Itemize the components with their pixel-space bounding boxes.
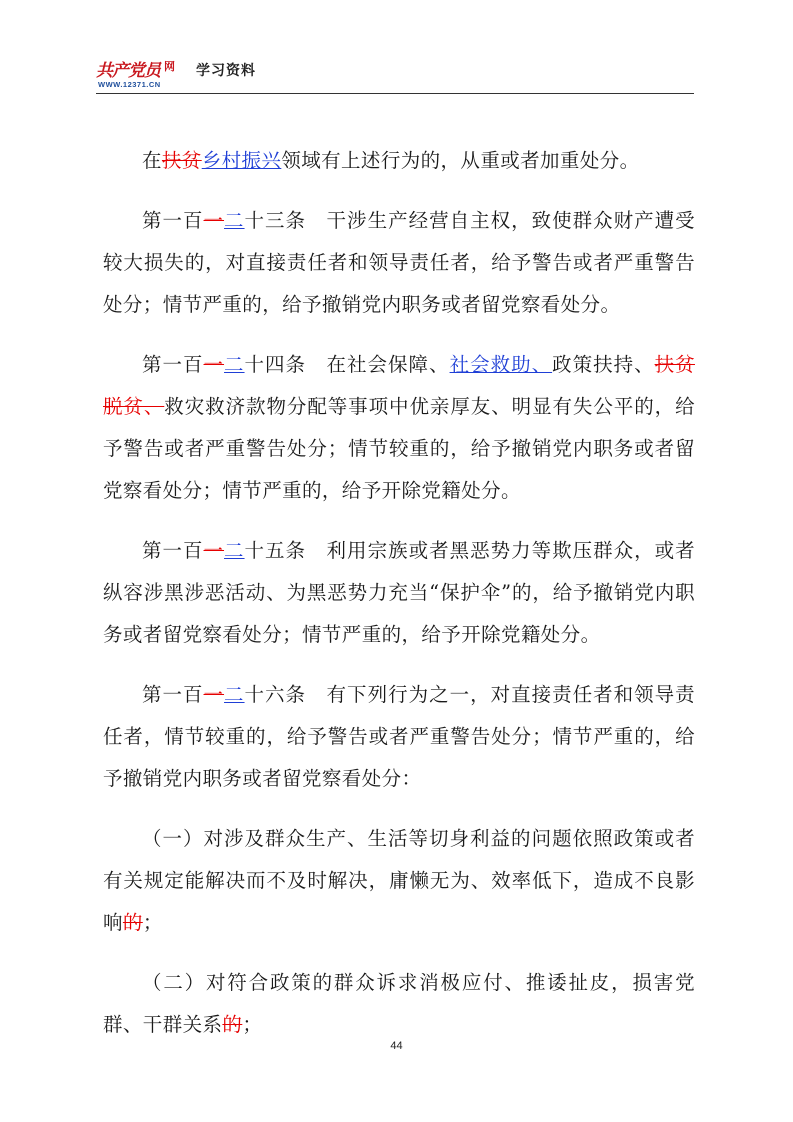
inserted-text: 社会救助、 <box>449 353 553 376</box>
deleted-text: 的 <box>222 1013 243 1036</box>
text: 第一百 <box>142 209 204 232</box>
text: 十五条 利用宗族或者黑恶势力等欺压群众，或者纵容涉黑涉恶活动、为黑恶势力充当“保护伞”的，给予撤销党内职务或者留党察看处分；情节严重的，给予开除党籍处分。 <box>103 539 696 646</box>
deleted-text: 一 <box>203 683 225 706</box>
site-logo[interactable] <box>96 56 192 94</box>
inserted-text: 二 <box>224 353 245 376</box>
logo-script-text: 共产党员 <box>96 61 160 81</box>
deleted-text: 扶贫脱贫、 <box>103 353 695 418</box>
deleted-text: 扶贫 <box>161 149 202 172</box>
text: 领域有上述行为的，从重或者加重处分。 <box>281 149 640 172</box>
document-body <box>103 140 695 1064</box>
list-item-2 <box>103 962 695 1046</box>
inserted-text: 二 <box>224 539 245 562</box>
paragraph-article-124 <box>103 344 695 512</box>
deleted-text: 的 <box>122 911 143 934</box>
list-item-1 <box>103 818 695 944</box>
logo-url-text: WWW.12371.CN <box>98 80 161 89</box>
text: 在 <box>142 149 162 172</box>
inserted-text: 二 <box>224 683 245 706</box>
text: 十三条 干涉生产经营自主权，致使群众财产遭受较大损失的，对直接责任者和领导责任者，给予警告或者严重警告处分；情节严重的，给予撤销党内职务或者留党察看处分。 <box>103 209 696 316</box>
text: （一）对涉及群众生产、生活等切身利益的问题依照政策或者有关规定能解决而不及时解决，庸懒无为、效率低下，造成不良影响 <box>103 827 695 934</box>
page-header <box>96 52 694 96</box>
text: 十四条 在社会保障、 <box>244 353 450 376</box>
inserted-text: 二 <box>224 209 245 232</box>
inserted-text: 乡村振兴 <box>201 149 282 172</box>
paragraph-1 <box>103 140 695 182</box>
text: 第一百 <box>142 353 204 376</box>
text: （二）对符合政策的群众诉求消极应付、推诿扯皮，损害党群、干群关系 <box>103 971 695 1036</box>
text: 第一百 <box>142 683 204 706</box>
text: ； <box>242 1013 263 1036</box>
logo-net-text: 网 <box>164 61 175 73</box>
deleted-text: 一 <box>203 353 225 376</box>
text: 第一百 <box>142 539 204 562</box>
header-title: 学习资料 <box>196 63 256 79</box>
paragraph-article-126 <box>103 674 695 800</box>
header-divider <box>96 93 694 94</box>
paragraph-article-125 <box>103 530 695 656</box>
text: 政策扶持、 <box>552 353 655 376</box>
text: 十六条 有下列行为之一，对直接责任者和领导责任者，情节较重的，给予警告或者严重警告处分；情节严重的，给予撤销党内职务或者留党察看处分： <box>103 683 696 790</box>
text: 救灾救济款物分配等事项中优亲厚友、明显有失公平的，给予警告或者严重警告处分；情节较重的，给予撤销党内职务或者留党察看处分；情节严重的，给予开除党籍处分。 <box>103 395 695 502</box>
paragraph-article-123 <box>103 200 695 326</box>
deleted-text: 一 <box>203 539 225 562</box>
deleted-text: 一 <box>203 209 225 232</box>
page-number: 44 <box>390 1040 403 1052</box>
text: ； <box>142 911 163 934</box>
